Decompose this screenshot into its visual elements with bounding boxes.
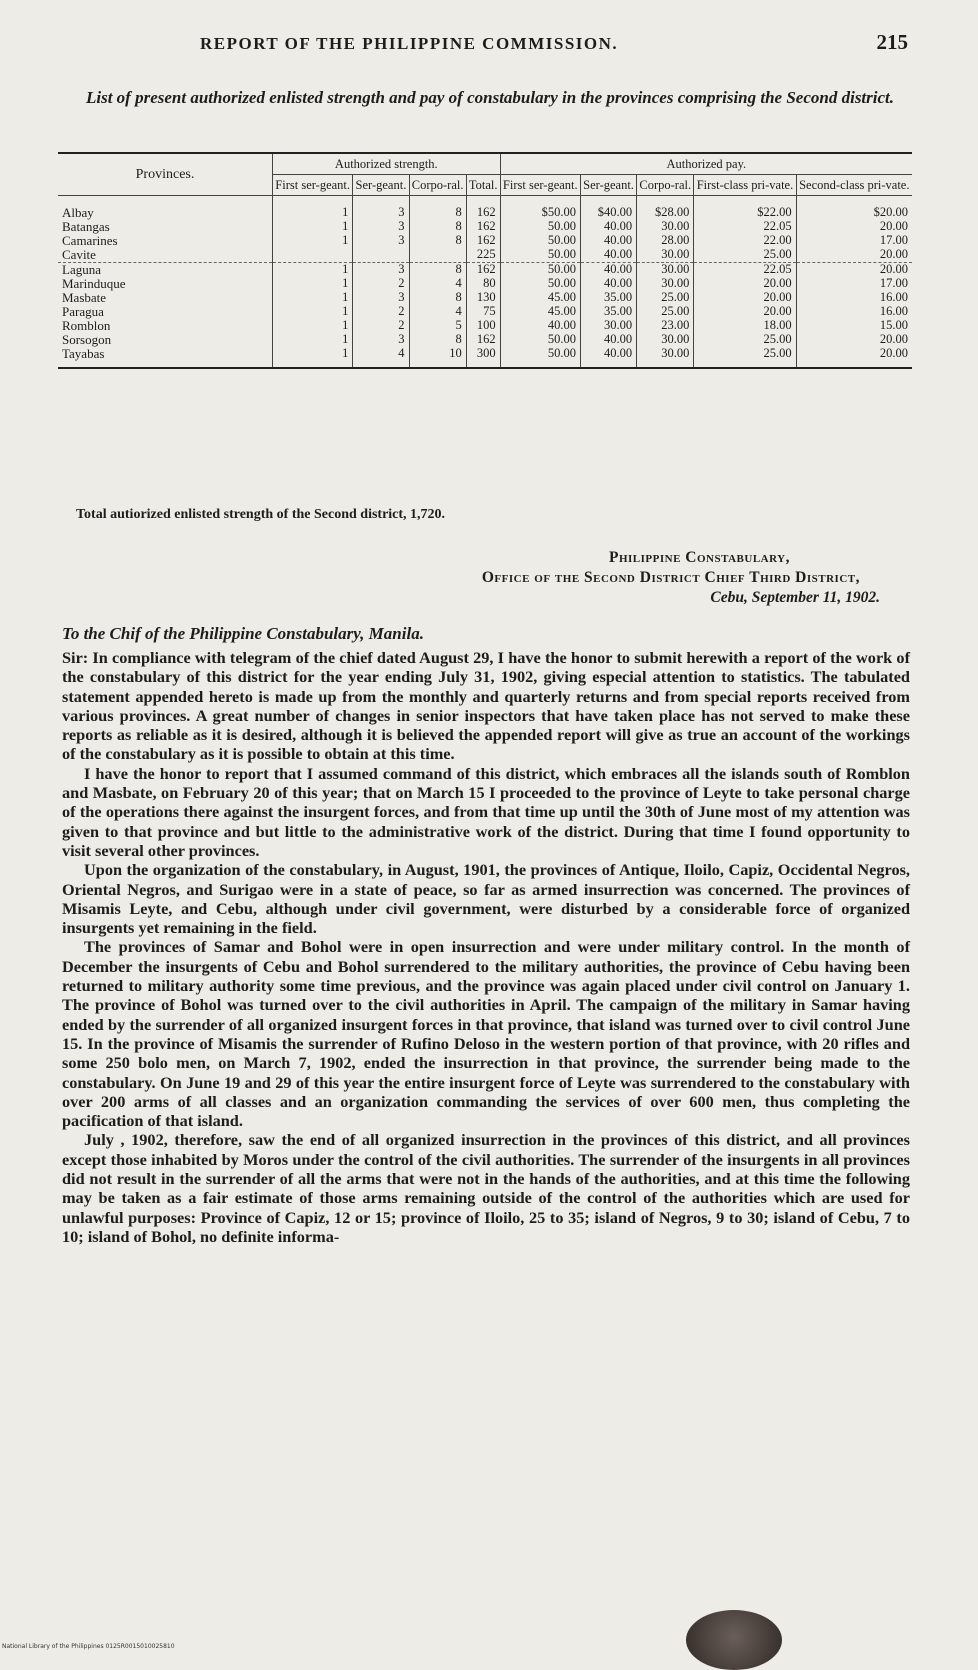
table-row	[58, 234, 912, 248]
cell-pay-first-class: 22.05	[694, 263, 796, 278]
cell-total: 225	[466, 248, 500, 263]
col-header: First ser-geant.	[500, 175, 580, 196]
cell-pay-first-class: 20.00	[694, 305, 796, 319]
provinces-header: Provinces.	[58, 153, 273, 196]
cell-pay-sergeant: 40.00	[580, 277, 636, 291]
cell-sergeant: 2	[353, 305, 409, 319]
cell-pay-corporal: 30.00	[637, 333, 694, 347]
table-row	[58, 263, 912, 278]
col-header: Corpo-ral.	[637, 175, 694, 196]
cell-total: 162	[466, 234, 500, 248]
cell-pay-sergeant: 40.00	[580, 248, 636, 263]
cell-pay-first-class: 22.00	[694, 234, 796, 248]
running-header	[200, 30, 908, 54]
table-row	[58, 291, 912, 305]
table-row	[58, 333, 912, 347]
cell-pay-corporal: 28.00	[637, 234, 694, 248]
paragraph: Upon the organization of the constabulary, in August, 1901, the provinces of Antique, Iloilo, Capiz, Occidental Negros, Oriental Negros, and Surigao were in a state of peace, so far as armed insurrection was concerned. The provinces of Misamis Leyte, and Cebu, although under civil government, were disturbed by a considerable force of organized insurgents yet remaining in the field.	[62, 860, 910, 938]
cell-pay-first-sergeant: 45.00	[500, 291, 580, 305]
cell-pay-first-sergeant: $50.00	[500, 196, 580, 221]
cell-pay-second-class: 16.00	[796, 291, 912, 305]
cell-pay-first-class: 18.00	[694, 319, 796, 333]
cell-pay-corporal: 30.00	[637, 347, 694, 368]
col-header: First-class pri-vate.	[694, 175, 796, 196]
table-row	[58, 347, 912, 368]
province-name: Paragua	[62, 304, 104, 320]
cell-pay-corporal: 30.00	[637, 263, 694, 278]
cell-pay-sergeant: 35.00	[580, 291, 636, 305]
cell-total: 162	[466, 333, 500, 347]
cell-first-sergeant: 1	[273, 319, 353, 333]
cell-pay-second-class: 17.00	[796, 234, 912, 248]
table-row	[58, 305, 912, 319]
cell-corporal: 8	[409, 333, 466, 347]
cell-corporal: 10	[409, 347, 466, 368]
cell-pay-sergeant: 30.00	[580, 319, 636, 333]
col-header: Ser-geant.	[580, 175, 636, 196]
total-strength-line: Total autiorized enlisted strength of the Second district, 1,720.	[76, 507, 446, 522]
cell-pay-first-sergeant: 50.00	[500, 333, 580, 347]
province-name: Camarines	[62, 233, 118, 249]
col-header: First ser-geant.	[273, 175, 353, 196]
cell-pay-first-sergeant: 50.00	[500, 234, 580, 248]
table-row	[58, 248, 912, 263]
province-name: Cavite	[62, 247, 96, 263]
cell-sergeant	[353, 248, 409, 263]
cell-corporal: 8	[409, 263, 466, 278]
table-caption: List of present authorized enlisted strength and pay of constabulary in the provinces comprising the Second district.	[85, 88, 895, 107]
province-name: Romblon	[62, 318, 111, 334]
cell-pay-first-sergeant: 50.00	[500, 263, 580, 278]
cell-pay-second-class: 20.00	[796, 263, 912, 278]
cell-sergeant: 2	[353, 277, 409, 291]
cell-pay-first-sergeant: 45.00	[500, 305, 580, 319]
cell-sergeant: 4	[353, 347, 409, 368]
cell-total: 100	[466, 319, 500, 333]
cell-pay-first-class: $22.00	[694, 196, 796, 221]
cell-corporal: 4	[409, 277, 466, 291]
cell-pay-first-class: 25.00	[694, 248, 796, 263]
paragraph: The provinces of Samar and Bohol were in open insurrection and were under military control. In the month of December the insurgents of Cebu and Bohol surrendered to the military authorities, the province of Cebu having been returned to military authority some time previous, and the province was again placed under civil control on January 1. The province of Bohol was turned over to the civil authorities in April. The campaign of the military in Samar having ended by the surrender of all organized insurgent forces in that province, that island was turned over to civil control June 15. In the province of Misamis the surrender of Rufino Deloso in the western portion of that province, with 20 rifles and some 250 bolo men, on March 7, 1902, ended the insurrection in that province, the surrender being made to the constabulary. On June 19 and 29 of this year the entire insurgent force of Leyte was surrendered to the constabulary with over 200 arms of all classes and an organization commanding the services of over 600 men, thus completing the pacification of that island.	[62, 937, 910, 1131]
cell-pay-second-class: 15.00	[796, 319, 912, 333]
cell-sergeant: 3	[353, 291, 409, 305]
province-name: Batangas	[62, 219, 110, 235]
cell-first-sergeant: 1	[273, 277, 353, 291]
cell-first-sergeant: 1	[273, 291, 353, 305]
page-number: 215	[876, 30, 908, 54]
table-row	[58, 196, 912, 221]
cell-corporal: 5	[409, 319, 466, 333]
province-name: Masbate	[62, 290, 107, 306]
letter-body	[62, 648, 910, 1246]
province-name: Tayabas	[62, 346, 105, 362]
cell-first-sergeant: 1	[273, 263, 353, 278]
cell-pay-first-class: 25.00	[694, 347, 796, 368]
cell-sergeant: 3	[353, 234, 409, 248]
cell-sergeant: 3	[353, 263, 409, 278]
province-name: Sorsogon	[62, 332, 112, 348]
cell-pay-first-sergeant: 50.00	[500, 277, 580, 291]
cell-sergeant: 3	[353, 333, 409, 347]
cell-first-sergeant: 1	[273, 347, 353, 368]
cell-first-sergeant: 1	[273, 305, 353, 319]
salutation: To the Chif of the Philippine Constabulary, Manila.	[62, 624, 424, 643]
cell-pay-sergeant: 40.00	[580, 333, 636, 347]
group-strength-header: Authorized strength.	[273, 153, 501, 175]
cell-first-sergeant: 1	[273, 333, 353, 347]
cell-total: 80	[466, 277, 500, 291]
cell-sergeant: 2	[353, 319, 409, 333]
ink-blot	[686, 1610, 782, 1670]
cell-total: 300	[466, 347, 500, 368]
cell-pay-first-class: 20.00	[694, 291, 796, 305]
cell-pay-second-class: 20.00	[796, 347, 912, 368]
cell-pay-sergeant: 35.00	[580, 305, 636, 319]
cell-total: 162	[466, 220, 500, 234]
province-name: Albay	[62, 205, 94, 221]
cell-first-sergeant: 1	[273, 220, 353, 234]
table-body	[58, 196, 912, 369]
cell-pay-first-class: 22.05	[694, 220, 796, 234]
group-pay-header: Authorized pay.	[500, 153, 912, 175]
cell-total: 162	[466, 263, 500, 278]
cell-corporal: 8	[409, 196, 466, 221]
cell-pay-second-class: 20.00	[796, 220, 912, 234]
cell-pay-second-class: $20.00	[796, 196, 912, 221]
letter-heading	[60, 548, 880, 608]
cell-pay-corporal: $28.00	[637, 196, 694, 221]
col-header: Ser-geant.	[353, 175, 409, 196]
paragraph: July , 1902, therefore, saw the end of all organized insurrection in the provinces of this district, and all provinces except those inhabited by Moros under the control of the civil authorities. The surrender of the insurgents in all provinces did not result in the surrender of all the arms that were not in the hands of the authorities, and at this time the following may be taken as a fair estimate of those arms remaining outside of the control of the authorities which are used for unlawful purposes: Province of Capiz, 12 or 15; province of Iloilo, 25 to 35; island of Negros, 9 to 30; island of Cebu, 7 to 10; island of Bohol, no definite informa-	[62, 1130, 910, 1246]
cell-pay-first-sergeant: 50.00	[500, 220, 580, 234]
cell-total: 75	[466, 305, 500, 319]
footer-note: National Library of the Philippines 0125R0015010025810	[2, 1643, 175, 1650]
cell-pay-second-class: 20.00	[796, 248, 912, 263]
strength-pay-table	[58, 152, 912, 369]
cell-corporal: 4	[409, 305, 466, 319]
table-row	[58, 220, 912, 234]
province-name: Laguna	[58, 263, 273, 278]
cell-pay-corporal: 30.00	[637, 277, 694, 291]
cell-corporal: 8	[409, 234, 466, 248]
cell-pay-second-class: 17.00	[796, 277, 912, 291]
cell-pay-first-sergeant: 50.00	[500, 347, 580, 368]
heading-line-1: Philippine Constabulary,	[608, 549, 790, 566]
table-row	[58, 277, 912, 291]
cell-pay-second-class: 16.00	[796, 305, 912, 319]
cell-pay-corporal: 25.00	[637, 291, 694, 305]
cell-pay-first-class: 25.00	[694, 333, 796, 347]
cell-pay-first-class: 20.00	[694, 277, 796, 291]
cell-pay-first-sergeant: 50.00	[500, 248, 580, 263]
cell-corporal	[409, 248, 466, 263]
cell-pay-sergeant: 40.00	[580, 263, 636, 278]
cell-pay-sergeant: 40.00	[580, 234, 636, 248]
cell-corporal: 8	[409, 220, 466, 234]
header-title: REPORT OF THE PHILIPPINE COMMISSION.	[200, 34, 619, 53]
cell-first-sergeant: 1	[273, 196, 353, 221]
cell-first-sergeant	[273, 248, 353, 263]
cell-sergeant: 3	[353, 220, 409, 234]
cell-first-sergeant: 1	[273, 234, 353, 248]
cell-pay-second-class: 20.00	[796, 333, 912, 347]
cell-sergeant: 3	[353, 196, 409, 221]
heading-line-3: Cebu, September 11, 1902.	[710, 589, 880, 606]
cell-pay-corporal: 30.00	[637, 248, 694, 263]
cell-pay-corporal: 25.00	[637, 305, 694, 319]
cell-pay-corporal: 30.00	[637, 220, 694, 234]
col-header: Second-class pri-vate.	[796, 175, 912, 196]
cell-pay-sergeant: 40.00	[580, 220, 636, 234]
table-row	[58, 319, 912, 333]
cell-pay-first-sergeant: 40.00	[500, 319, 580, 333]
paragraph: Sir: In compliance with telegram of the chief dated August 29, I have the honor to submit herewith a report of the work of the constabulary of this district for the year ending July 31, 1902, giving especial attention to statistics. The tabulated statement appended hereto is made up from the monthly and quarterly returns and from special reports received from various provinces. A great number of changes in senior inspectors that have taken place has not served to make these reports as reliable as it is desired, although it is believed the appended report will give as true an account of the workings of the constabulary as it is possible to obtain at this time.	[62, 648, 910, 764]
cell-corporal: 8	[409, 291, 466, 305]
cell-pay-sergeant: 40.00	[580, 347, 636, 368]
province-name: Marinduque	[62, 276, 126, 292]
cell-pay-corporal: 23.00	[637, 319, 694, 333]
heading-line-2: Office of the Second District Chief Third District,	[481, 569, 860, 586]
cell-total: 162	[466, 196, 500, 221]
cell-total: 130	[466, 291, 500, 305]
paragraph: I have the honor to report that I assumed command of this district, which embraces all the islands south of Romblon and Masbate, on February 20 of this year; that on March 15 I proceeded to the province of Leyte to take personal charge of the operations there against the insurgent forces, and from that time up until the 30th of June most of my attention was given to that province and but little to the administrative work of the district. During that time I found opportunity to visit several other provinces.	[62, 763, 910, 860]
col-header: Corpo-ral.	[409, 175, 466, 196]
cell-pay-sergeant: $40.00	[580, 196, 636, 221]
col-header: Total.	[466, 175, 500, 196]
